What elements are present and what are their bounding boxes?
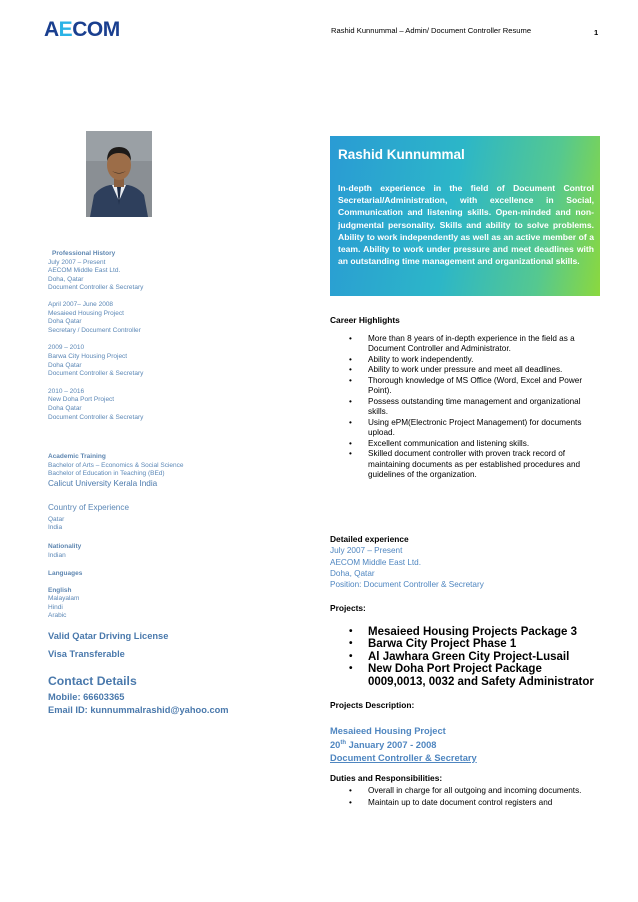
page-number: 1 — [594, 28, 599, 37]
projects-list — [330, 626, 602, 689]
career-highlights-title: Career Highlights — [330, 315, 400, 325]
nationality-title: Nationality — [48, 543, 82, 550]
logo-letter-a: A — [44, 18, 59, 41]
languages-title: Languages — [48, 570, 83, 577]
history-entry — [48, 259, 288, 293]
logo-letter-e: E — [58, 18, 73, 41]
language-item: Arabic — [48, 612, 67, 620]
list-item: • Barwa City Project Phase 1 — [349, 638, 517, 650]
projects-section — [330, 603, 602, 688]
experience-line: Doha, Qatar — [330, 568, 375, 578]
language-item: Malayalam — [48, 595, 80, 603]
person-photo-icon — [86, 131, 152, 217]
history-line: New Doha Port Project — [48, 396, 115, 404]
projects-description-section — [330, 700, 602, 764]
duties-title: Duties and Responsibilities: — [330, 773, 443, 783]
license-section — [48, 630, 288, 660]
country-title: Country of Experience — [48, 503, 130, 512]
history-line: Doha Qatar — [48, 404, 82, 412]
history-line: Document Controller & Secretary — [48, 284, 144, 292]
languages-section — [48, 570, 288, 621]
country-item: Qatar — [48, 515, 65, 523]
logo-letters-com: COM — [72, 18, 120, 41]
academic-title: Academic Training — [48, 453, 106, 460]
contact-mobile: Mobile: 66603365 — [48, 692, 125, 702]
experience-line: July 2007 – Present — [330, 546, 403, 556]
experience-line: AECOM Middle East Ltd. — [330, 557, 422, 567]
university: Calicut University Kerala India — [48, 478, 158, 488]
driving-license: Valid Qatar Driving License — [48, 631, 169, 641]
history-line: Document Controller & Secretary — [48, 413, 144, 421]
nationality-section — [48, 543, 288, 560]
list-item: • Al Jawhara Green City Project-Lusail — [349, 650, 570, 663]
contact-email: Email ID: kunnummalrashid@yahoo.com — [48, 704, 229, 715]
bullet-icon: • — [349, 625, 353, 637]
profile-photo — [86, 131, 152, 217]
profile-summary: In-depth experience in the field of Document Control Secretarial/Administration, with excellence in Social, Communication and listening skills. Open-minded and non-judgmental personality. Skills and ability to solve problems. Ability to work independently as well as an active member of a team. Ability to work under pressure and meet deadlines with an outstanding time management and organizational skills. — [338, 183, 594, 267]
list-item: • Skilled document controller with proven track record of maintaining documents as per established procedures and guidelines of the organization. — [349, 449, 581, 479]
visa-status: Visa Transferable — [48, 649, 125, 659]
history-period: 2009 – 2010 — [48, 344, 85, 352]
list-item: • Mesaieed Housing Projects Package 3 — [349, 625, 578, 638]
bullet-icon: • — [349, 798, 352, 807]
list-item: • Possess outstanding time management and organizational skills. — [349, 396, 581, 416]
list-item: • Excellent communication and listening skills. — [349, 438, 530, 448]
history-entry — [48, 344, 288, 378]
list-item: • More than 8 years of in-depth experience in the field as a Document Controller and Administrator. — [349, 333, 575, 353]
project-detail — [330, 725, 602, 765]
duties-section — [330, 773, 602, 809]
career-highlights-list — [330, 334, 602, 481]
nationality-value: Indian — [48, 551, 66, 559]
bullet-icon: • — [349, 638, 353, 649]
bullet-icon: • — [349, 663, 353, 674]
project-name: Mesaieed Housing Project — [330, 725, 446, 736]
history-line: AECOM Middle East Ltd. — [48, 267, 121, 275]
list-item: • Overall in charge for all outgoing and incoming documents. — [349, 785, 582, 795]
bullet-icon: • — [349, 417, 352, 427]
country-section — [48, 503, 288, 533]
bullet-icon: • — [349, 449, 352, 458]
detailed-experience-title: Detailed experience — [330, 534, 409, 544]
bullet-icon: • — [349, 650, 353, 662]
history-line: Doha Qatar — [48, 361, 82, 369]
bullet-icon: • — [349, 365, 352, 374]
academic-section — [48, 453, 288, 489]
project-date: 20th January 2007 - 2008 — [330, 740, 437, 751]
history-line: Doha, Qatar — [48, 275, 84, 283]
history-entry — [48, 301, 288, 335]
history-line: Document Controller & Secretary — [48, 370, 144, 378]
document-header-title: Rashid Kunnummal – Admin/ Document Controller Resume — [331, 26, 532, 35]
history-line: Doha Qatar — [48, 318, 82, 326]
projects-description-title: Projects Description: — [330, 700, 415, 710]
history-entry — [48, 388, 288, 422]
history-line: Barwa City Housing Project — [48, 352, 128, 360]
candidate-name: Rashid Kunnummal — [338, 147, 465, 162]
list-item: • Ability to work under pressure and meet all deadlines. — [349, 365, 563, 374]
list-item: • Using ePM(Electronic Project Management) for documents upload. — [349, 417, 582, 437]
history-line: Mesaieed Housing Project — [48, 309, 124, 317]
bullet-icon: • — [349, 354, 352, 364]
bullet-icon: • — [349, 438, 352, 448]
contact-section — [48, 674, 288, 716]
detailed-experience-section — [330, 534, 602, 590]
contact-title: Contact Details — [48, 674, 137, 688]
history-period: July 2007 – Present — [48, 258, 106, 266]
projects-title: Projects: — [330, 603, 366, 613]
bullet-icon: • — [349, 785, 352, 795]
summary-banner — [330, 136, 600, 296]
bullet-icon: • — [349, 333, 352, 343]
list-item: • Thorough knowledge of MS Office (Word, Excel and Power Point). — [349, 375, 583, 395]
professional-history-section — [48, 250, 288, 422]
language-english: English — [48, 586, 72, 594]
list-item: • New Doha Port Project Package 0009,0013, 0032 and Safety Administrator — [349, 663, 594, 688]
duties-list — [330, 786, 602, 809]
academic-line: Bachelor of Education in Teaching (BEd) — [48, 470, 165, 478]
history-line: Secretary / Document Controller — [48, 326, 141, 334]
list-item: • Ability to work independently. — [349, 354, 474, 364]
bullet-icon: • — [349, 396, 352, 406]
academic-line: Bachelor of Arts – Economics & Social Science — [48, 461, 184, 469]
history-period: 2010 – 2016 — [48, 387, 85, 395]
history-period: April 2007– June 2008 — [48, 300, 114, 308]
aecom-logo — [44, 18, 120, 42]
professional-history-title: Professional History — [52, 250, 116, 257]
experience-line: Position: Document Controller & Secretary — [330, 580, 484, 590]
bullet-icon: • — [349, 375, 352, 385]
language-item: Hindi — [48, 603, 63, 611]
career-highlights-section — [330, 315, 602, 481]
project-role: Document Controller & Secretary — [330, 752, 477, 763]
country-item: India — [48, 524, 63, 532]
list-item: • Maintain up to date document control registers and — [349, 798, 553, 807]
